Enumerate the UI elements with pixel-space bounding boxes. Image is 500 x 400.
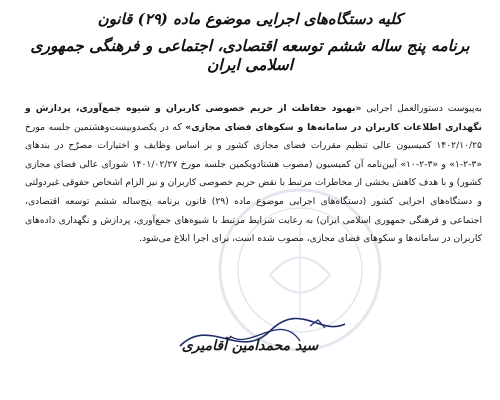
body-intro: به‌پیوست دستورالعمل اجرایی [361, 103, 482, 114]
letter-body [25, 100, 482, 249]
body-main: که در یکصدوبیست‌وهشتمین جلسه مورخ ۱۴۰۲/۱۰/۲۵ کمیسیون عالی تنظیم مقررات فضای مجازی کشور و بر اساس وظایف و اختیارات مصرّح در بندهای «۳-۲-۱» و «۳-۲-۱۰» آیین‌نامه آن کمیسیون (مصوب هشتادویکمین جلسه مورخ ۱۴۰۱/۰۲/۲۷ شورای عالی فضای مجازی کشور) و با هدف کاهش بخشی از مخاطرات مرتبط با نقض حریم خصوصی کاربران و نیز الزام اشخاص حقوقی غیردولتی و دستگاه‌های اجرایی کشور (دستگاه‌های اجرایی موضوع ماده (۲۹) قانون برنامه پنج‌ساله ششم توسعه اقتصادی، اجتماعی و فرهنگی جمهوری اسلامی ایران) به رعایت شرایط مرتبط با شیوه‌های جمع‌آوری، پردازش و نگهداری داده‌های کاربران در سامانه‌ها و سکوهای فضای مجازی، مصوب شده است، برای اجرا ابلاغ می‌شود. [25, 121, 482, 245]
recipient-line-2: برنامه پنج ساله ششم توسعه اقتصادی، اجتماعی و فرهنگی جمهوری اسلامی ایران [30, 36, 470, 74]
instruction-title: «بهبود حفاظت از حریم خصوصی کاربران و شیوه جمع‌آوری، پردازش و نگهداری اطلاعات کاربران در سامانه‌ها و سکوهای فضای مجازی» [25, 103, 482, 133]
signer-name: سید محمدامین آقامیری [181, 338, 319, 354]
recipient-line-1: کلیه دستگاه‌های اجرایی موضوع ماده (۲۹) قانون [97, 10, 403, 28]
